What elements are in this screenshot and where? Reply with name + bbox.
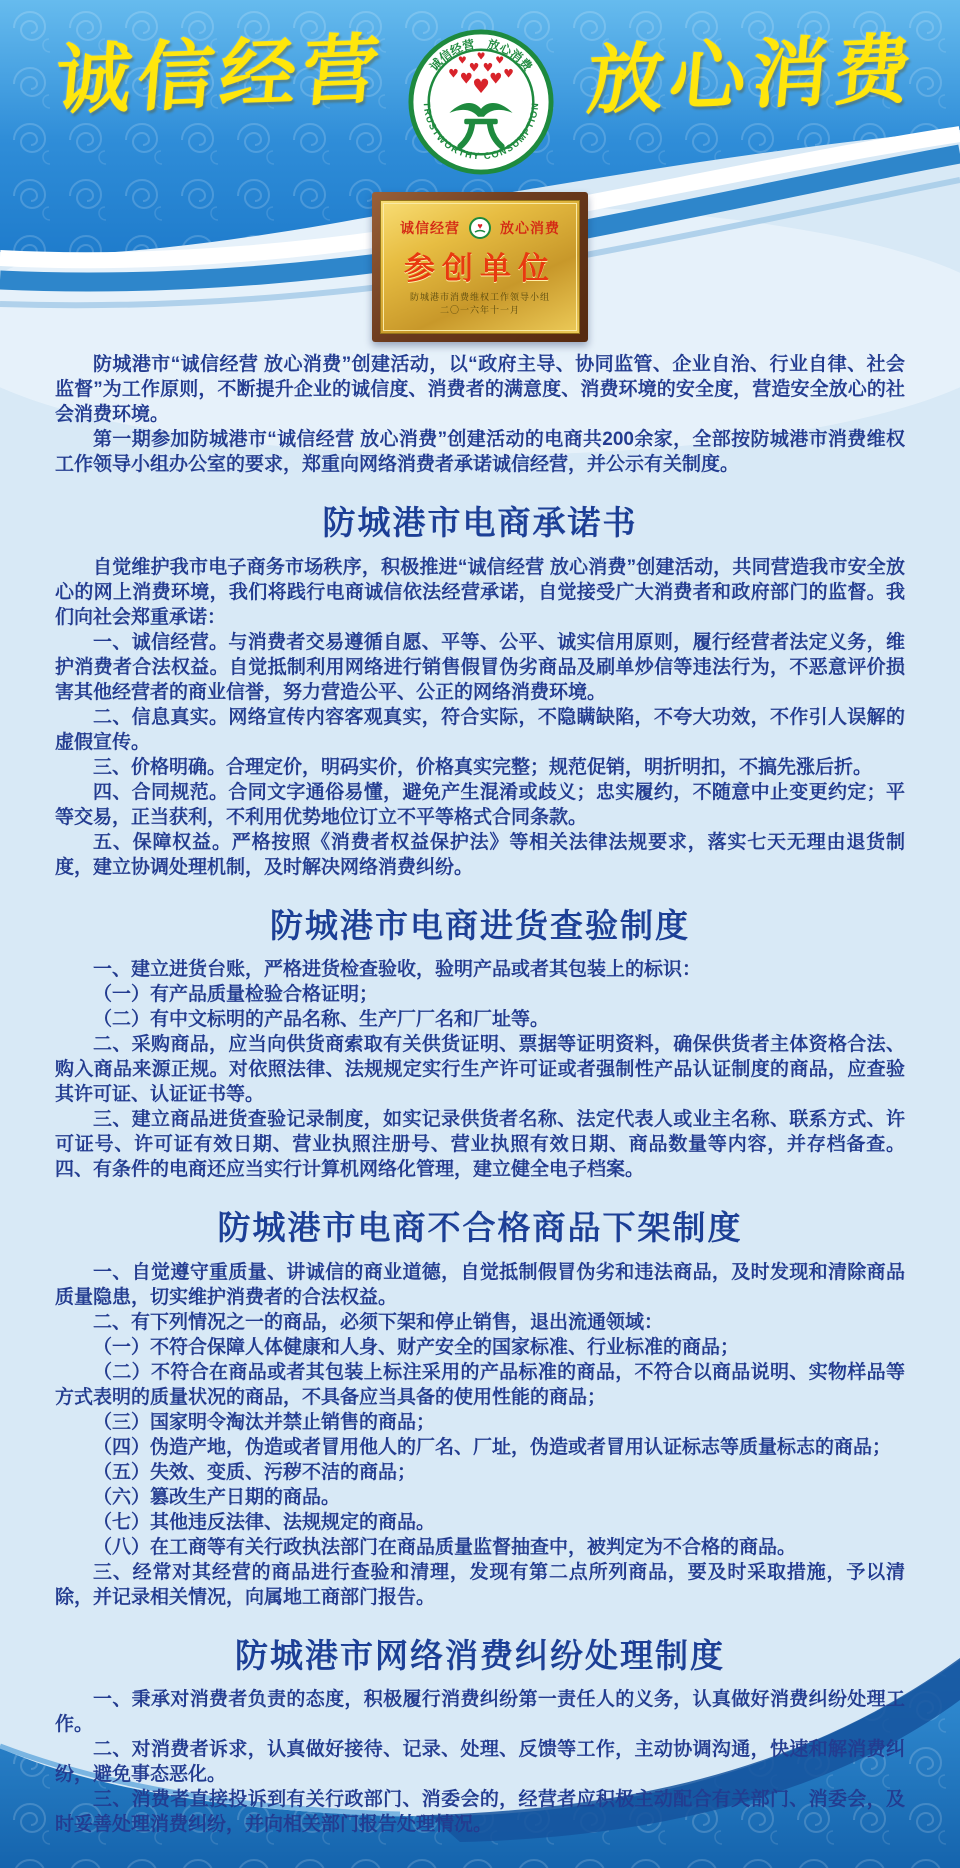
body-paragraph: 一、建立进货台账，严格进货检查验收，验明产品或者其包装上的标识： — [93, 959, 702, 981]
heart-icon: ♥ — [468, 60, 480, 75]
heart-icon: ♥ — [477, 220, 483, 231]
heart-icon: ♥ — [448, 66, 459, 81]
body-paragraph: 三、建立商品进货查验记录制度，如实记录供货者名称、法定代表人或业主名称、联系方式、许可证号、许可证有效日期、营业执照注册号、营业执照有效日期、商品数量等内容，并存档备查。四、有条件的电商还应当实行计算机网络化管理，建立健全电子档案。 — [55, 1109, 905, 1181]
body-paragraph: 三、消费者直接投诉到有关行政部门、消委会的，经营者应积极主动配合有关部门、消委会，及时妥善处理消费纠纷，并向相关部门报告处理情况。 — [55, 1789, 905, 1836]
body-paragraph: 一、诚信经营。与消费者交易遵循自愿、平等、公平、诚实信用原则，履行经营者法定义务，维护消费者合法权益。自觉抵制利用网络进行销售假冒伪劣商品及刷单炒信等违法行为，不恶意评价损害其他经营者的商业信誉，努力营造公平、公正的网络消费环境。 — [55, 631, 905, 703]
body-paragraph: 二、对消费者诉求，认真做好接待、记录、处理、反馈等工作，主动协调沟通，快速和解消费纠纷，避免事态恶化。 — [55, 1739, 905, 1786]
body-paragraph: 三、经常对其经营的商品进行查验和清理，发现有第二点所列商品，要及时采取措施，予以清除，并记录相关情况，向属地工商部门报告。 — [55, 1561, 905, 1608]
section-title-inspection: 防城港市电商进货查验制度 — [270, 906, 690, 944]
body-paragraph: 一、秉承对消费者负责的态度，积极履行消费纠纷第一责任人的义务，认真做好消费纠纷处理工作。 — [55, 1689, 905, 1736]
intro-paragraph: 防城港市“诚信经营 放心消费”创建活动，以“政府主导、协同监管、企业自治、行业自律、社会监督”为工作原则，不断提升企业的诚信度、消费者的满意度、消费环境的安全度，营造安全放心的社会消费环境。 — [55, 354, 905, 425]
plaque-slogan-right: 放心消费 — [500, 219, 560, 236]
plaque-title: 参创单位 — [404, 250, 556, 286]
body-paragraph: （六）篡改生产日期的商品。 — [93, 1486, 341, 1508]
heart-icon: ♥ — [495, 55, 505, 67]
body-paragraph: （八）在工商等有关行政执法部门在商品质量监督抽查中，被判定为不合格的商品。 — [93, 1536, 797, 1558]
award-plaque — [372, 192, 588, 342]
body-paragraph: （二）不符合在商品或者其包装上标注采用的产品标准的商品，不符合以商品说明、实物样品等方式表明的质量状况的商品，不具备应当具备的使用性能的商品； — [55, 1361, 905, 1408]
body-paragraph: 三、价格明确。合理定价，明码实价，价格真实完整；规范促销，明折明扣，不搞先涨后折。 — [93, 756, 873, 778]
body-paragraph: （四）伪造产地，伪造或者冒用他人的厂名、厂址，伪造或者冒用认证标志等质量标志的商品； — [93, 1436, 892, 1458]
body-paragraph: 二、有下列情况之一的商品，必须下架和停止销售，退出流通领域： — [93, 1311, 664, 1333]
logo-ring-text-top: 诚信经营 放心消费 — [427, 36, 535, 74]
heart-icon: ♥ — [503, 66, 514, 81]
logo-ring-text-bottom: TRUSTWORTHY CONSUMPTION — [421, 101, 541, 162]
heart-icon: ♥ — [489, 70, 503, 88]
plaque-logo-icon — [469, 217, 491, 239]
body-paragraph: 二、信息真实。网络宣传内容客观真实，符合实际，不隐瞒缺陷，不夸大功效，不作引人误解的虚假宣传。 — [55, 706, 905, 753]
section-title-pledge: 防城港市电商承诺书 — [322, 504, 638, 541]
content-area — [0, 352, 960, 1837]
body-paragraph: （三）国家明令淘汰并禁止销售的商品； — [93, 1411, 436, 1433]
header-title-left: 诚信经营 — [51, 27, 389, 124]
body-paragraph: 自觉维护我市电子商务市场秩序，积极推进“诚信经营 放心消费”创建活动，共同营造我市安全放心的网上消费环境，我们将践行电商诚信依法经营承诺，自觉接受广大消费者和政府部门的监督。我们向社会郑重承诺： — [55, 556, 905, 628]
section-title-removal: 防城港市电商不合格商品下架制度 — [217, 1209, 743, 1247]
plaque-issuer: 防城港市消费维权工作领导小组 — [409, 291, 550, 302]
heart-icon: ♥ — [457, 55, 467, 67]
body-paragraph: 四、合同规范。合同文字通俗易懂，避免产生混淆或歧义；忠实履约，不随意中止变更约定；平等交易，正当获利，不利用优势地位订立不平等格式合同条款。 — [55, 781, 905, 828]
section-title-disputes: 防城港市网络消费纠纷处理制度 — [235, 1636, 725, 1674]
heart-icon: ♥ — [482, 60, 494, 75]
heart-icon: ♥ — [472, 75, 490, 99]
header-title-right: 放心消费 — [583, 27, 921, 124]
body-paragraph: （七）其他违反法律、法规规定的商品。 — [93, 1511, 436, 1533]
heart-icon: ♥ — [476, 51, 486, 63]
body-paragraph: 五、保障权益。严格按照《消费者权益保护法》等相关法律法规要求，落实七天无理由退货制度，建立协调处理机制，及时解决网络消费纠纷。 — [55, 831, 905, 878]
plaque-date: 二〇一六年十一月 — [439, 305, 520, 315]
body-paragraph: （二）有中文标明的产品名称、生产厂厂名和厂址等。 — [93, 1009, 550, 1031]
plaque-slogan-left: 诚信经营 — [400, 219, 460, 236]
body-paragraph: 一、自觉遵守重质量、讲诚信的商业道德，自觉抵制假冒伪劣和违法商品，及时发现和清除商品质量隐患，切实维护消费者的合法权益。 — [55, 1261, 905, 1308]
body-paragraph: （一）不符合保障人体健康和人身、财产安全的国家标准、行业标准的商品； — [93, 1336, 740, 1358]
intro-paragraph: 第一期参加防城港市“诚信经营 放心消费”创建活动的电商共200余家，全部按防城港市消费维权工作领导小组办公室的要求，郑重向网络消费者承诺诚信经营，并公示有关制度。 — [55, 429, 905, 475]
plaque-face — [380, 200, 580, 334]
body-paragraph: （五）失效、变质、污秽不洁的商品； — [93, 1461, 417, 1483]
body-paragraph: （一）有产品质量检验合格证明； — [93, 984, 379, 1006]
body-paragraph: 二、采购商品，应当向供货商索取有关供货证明、票据等证明资料，确保供货者主体资格合法、购入商品来源正规。对依照法律、法规规定实行生产许可证或者强制性产品认证制度的商品，应查验其许可证、认证证书等。 — [55, 1034, 905, 1106]
consumer-logo — [407, 28, 555, 176]
heart-icon: ♥ — [459, 70, 473, 88]
